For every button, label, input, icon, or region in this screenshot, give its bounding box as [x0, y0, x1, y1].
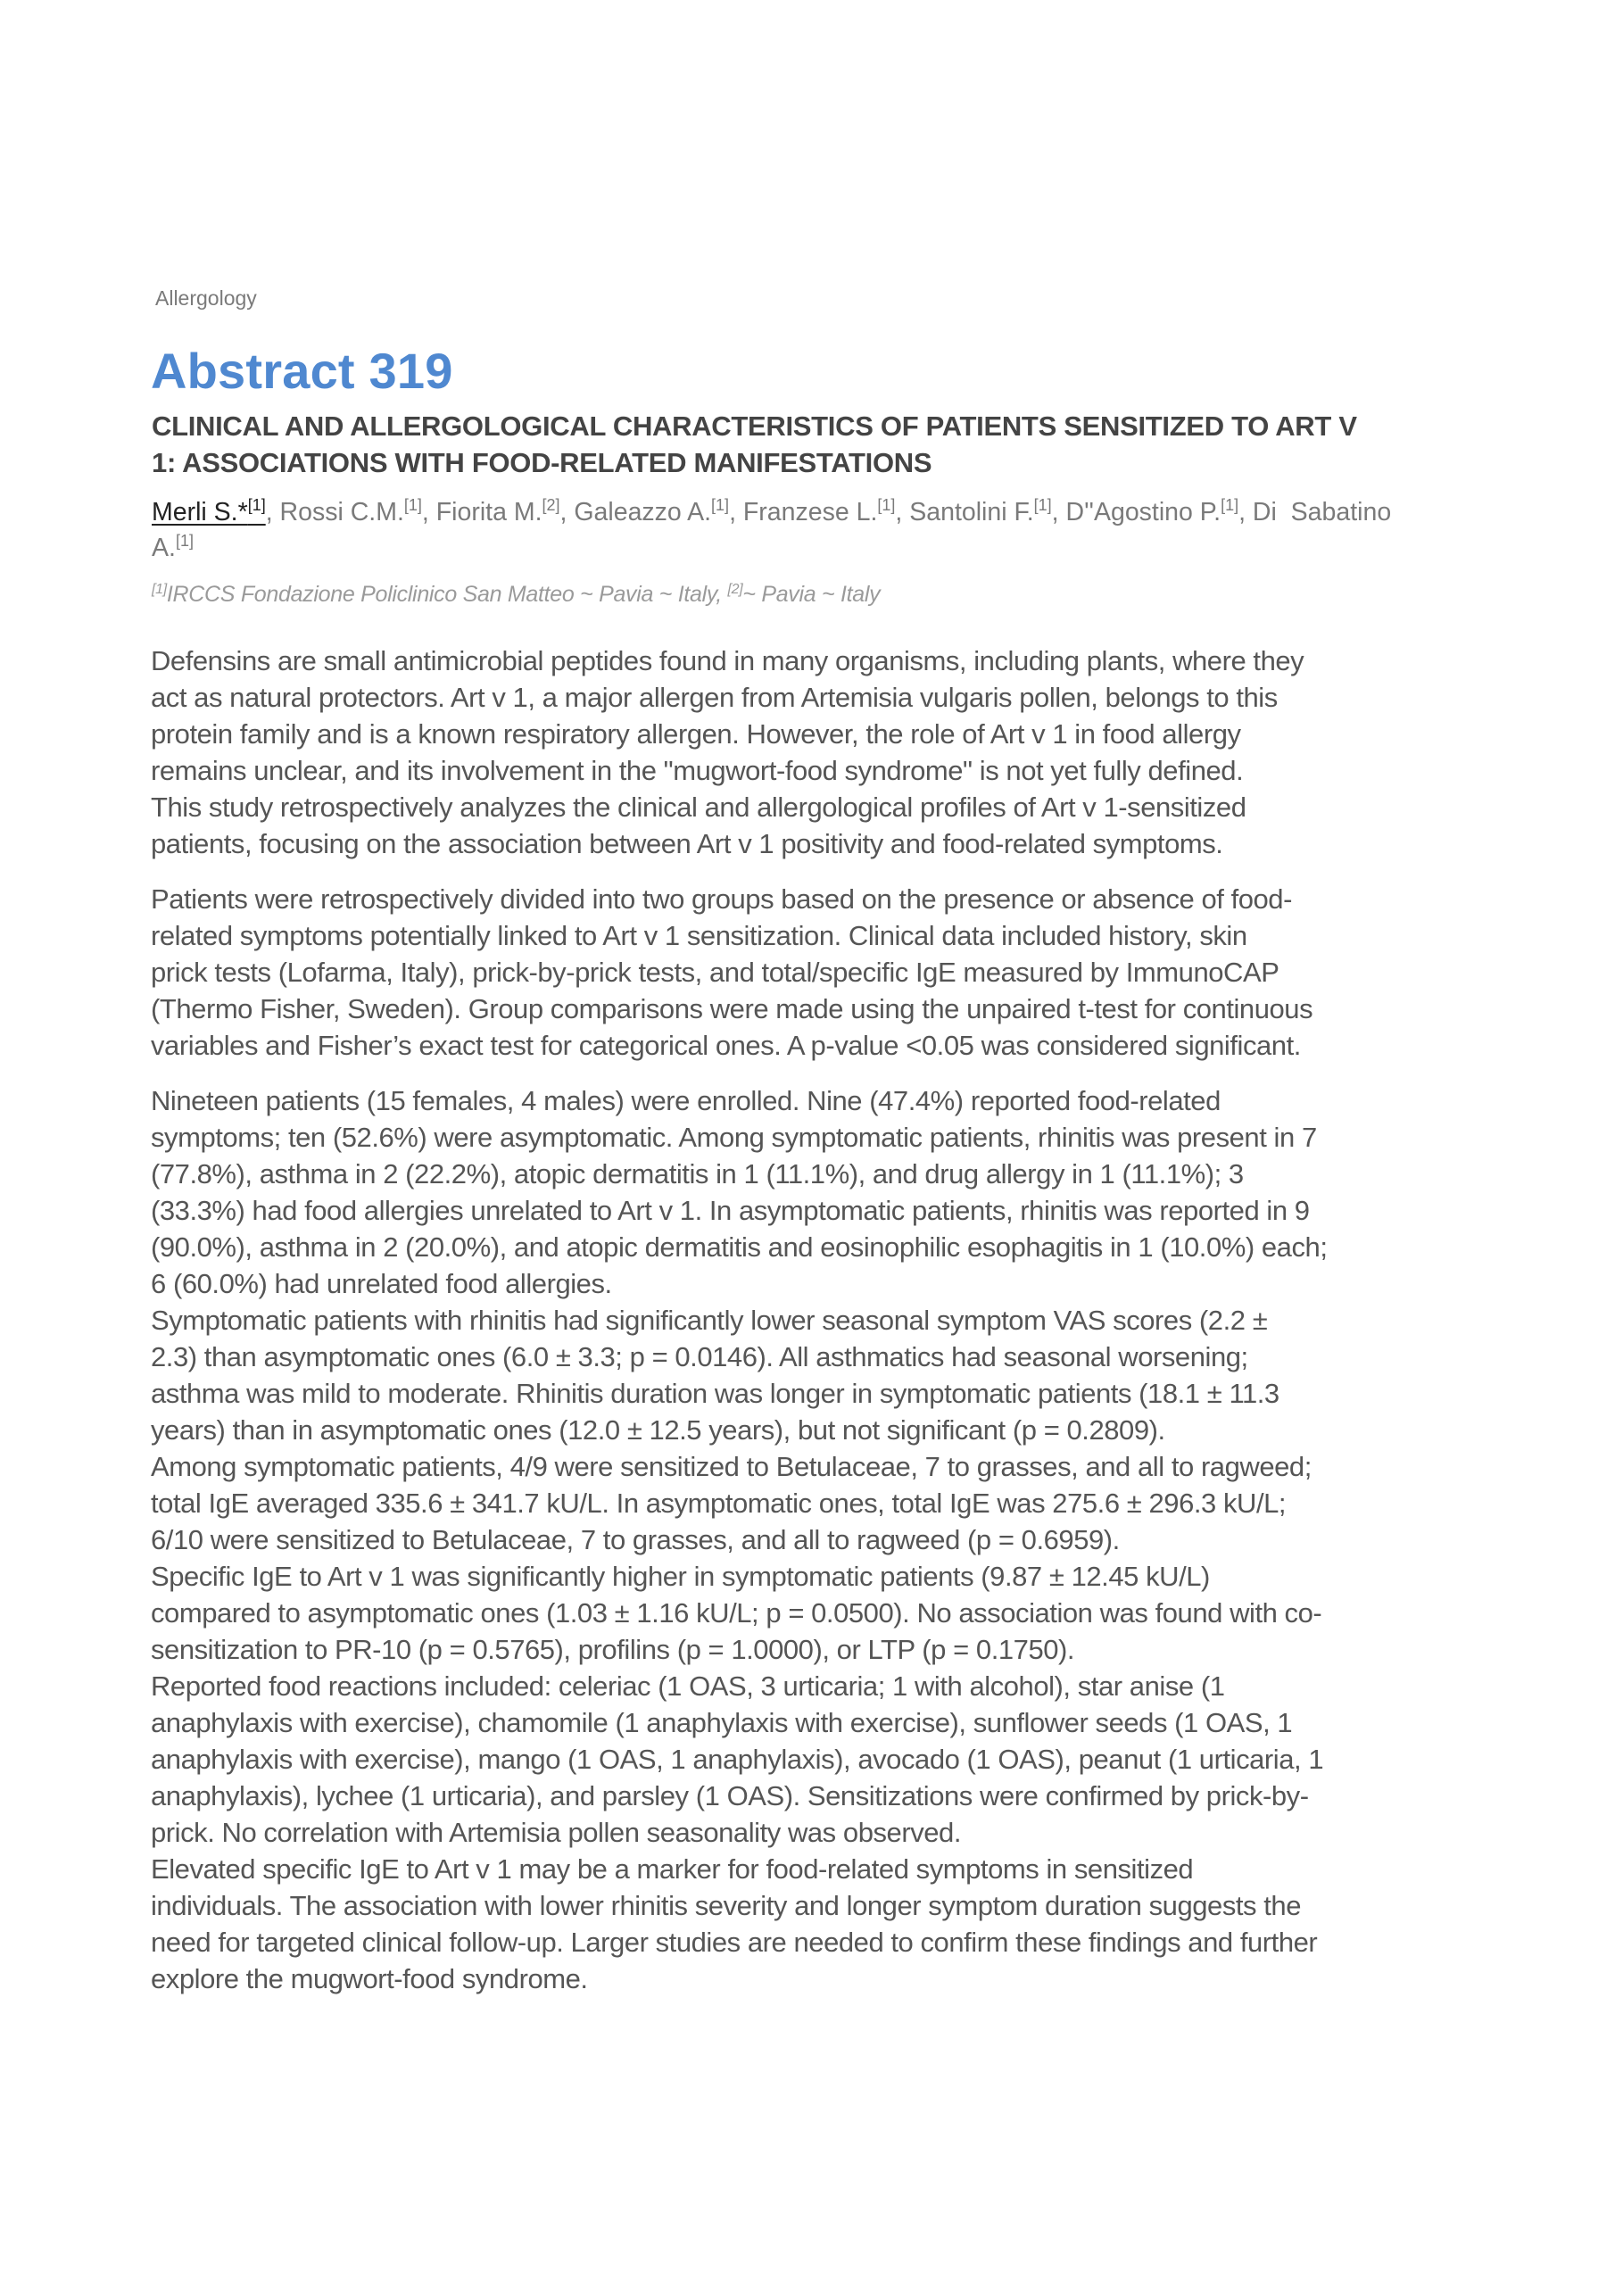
author [266, 498, 422, 526]
author-name: , Fiorita M. [421, 498, 542, 526]
text-line: 2.3) than asymptomatic ones (6.0 ± 3.3; p = 0.0146). All asthmatics had seasonal worsening; [151, 1341, 1248, 1372]
text-line: (33.3%) had food allergies unrelated to Art v 1. In asymptomatic patients, rhinitis was reported in 9 [151, 1195, 1310, 1226]
author [422, 498, 560, 526]
author-name: , D''Agostino P. [1051, 498, 1221, 526]
text-line: act as natural protectors. Art v 1, a major allergen from Artemisia vulgaris pollen, belongs to this [151, 682, 1278, 713]
text-line: Specific IgE to Art v 1 was significantly higher in symptomatic patients (9.87 ± 12.45 kU/L) [151, 1561, 1210, 1592]
text-line: remains unclear, and its involvement in the "mugwort-food syndrome" is not yet fully defined. [151, 755, 1244, 786]
text-line: years) than in asymptomatic ones (12.0 ± 12.5 years), but not significant (p = 0.2809). [151, 1414, 1165, 1446]
author-name: , Galeazzo A. [559, 498, 712, 526]
author [1052, 498, 1238, 526]
affiliation-text: IRCCS Fondazione Policlinico San Matteo ~ Pavia ~ Italy, [166, 582, 728, 607]
affiliation-mark: [1] [403, 496, 422, 514]
category-label: Allergology [155, 286, 257, 310]
affiliation-mark: [1] [175, 532, 194, 550]
text-line: related symptoms potentially linked to Art v 1 sensitization. Clinical data included history, skin [151, 920, 1247, 951]
abstract-title [152, 408, 1490, 481]
text-line: compared to asymptomatic ones (1.03 ± 1.16 kU/L; p = 0.0500). No association was found with co- [151, 1597, 1322, 1629]
text-line: Patients were retrospectively divided into two groups based on the presence or absence of food- [151, 883, 1292, 915]
author [895, 498, 1051, 526]
author [1238, 498, 1391, 526]
title-line: 1: ASSOCIATIONS WITH FOOD-RELATED MANIFESTATIONS [152, 447, 932, 478]
text-line: Nineteen patients (15 females, 4 males) were enrolled. Nine (47.4%) reported food-related [151, 1085, 1221, 1116]
text-line: anaphylaxis with exercise), chamomile (1 anaphylaxis with exercise), sunflower seeds (1 OAS, 1 [151, 1707, 1293, 1738]
text-line: need for targeted clinical follow-up. Larger studies are needed to confirm these findings and further [151, 1927, 1318, 1958]
text-line: (77.8%), asthma in 2 (22.2%), atopic dermatitis in 1 (11.1%), and drug allergy in 1 (11.1%); 3 [151, 1158, 1244, 1189]
affiliation-mark: [1] [1221, 496, 1239, 514]
text-line: explore the mugwort-food syndrome. [151, 1963, 588, 1994]
text-line: (Thermo Fisher, Sweden). Group comparisons were made using the unpaired t-test for continuous [151, 993, 1313, 1024]
text-line: Defensins are small antimicrobial peptides found in many organisms, including plants, where they [151, 645, 1304, 676]
author [560, 498, 730, 526]
affiliation-mark: [1] [1033, 496, 1052, 514]
author-name: A. [152, 534, 176, 562]
text-line: Symptomatic patients with rhinitis had significantly lower seasonal symptom VAS scores (2.2 ± [151, 1305, 1268, 1336]
author-name: , Franzese L. [729, 498, 878, 526]
text-line: 6 (60.0%) had unrelated food allergies. [151, 1268, 612, 1299]
text-line: asthma was mild to moderate. Rhinitis duration was longer in symptomatic patients (18.1 ± 11.3 [151, 1378, 1279, 1409]
text-line: individuals. The association with lower rhinitis severity and longer symptom duration suggests the [151, 1890, 1301, 1921]
text-line: Among symptomatic patients, 4/9 were sensitized to Betulaceae, 7 to grasses, and all to ragweed; [151, 1451, 1312, 1482]
author-line [152, 532, 1508, 568]
text-line: symptoms; ten (52.6%) were asymptomatic. Among symptomatic patients, rhinitis was present in 7 [151, 1122, 1317, 1153]
affiliation-mark: [1] [152, 582, 167, 597]
presenting-author[interactable] [152, 498, 266, 526]
affiliation-mark: [2] [542, 496, 560, 514]
affiliation-mark: [2] [727, 582, 743, 597]
author [729, 498, 895, 526]
presenting-author-name: Merli S.* [152, 498, 248, 526]
paragraph-methods [151, 881, 1543, 1064]
text-line: total IgE averaged 335.6 ± 341.7 kU/L. In asymptomatic ones, total IgE was 275.6 ± 296.3 kU/L; [151, 1488, 1287, 1519]
author-name: , Rossi C.M. [265, 498, 404, 526]
affiliation-text: ~ Pavia ~ Italy [742, 582, 881, 607]
text-line: anaphylaxis), lychee (1 urticaria), and parsley (1 OAS). Sensitizations were confirmed by prick-by- [151, 1780, 1309, 1811]
text-line: prick tests (Lofarma, Italy), prick-by-prick tests, and total/specific IgE measured by ImmunoCAP [151, 957, 1279, 988]
author-list [152, 496, 1508, 568]
abstract-number-heading: Abstract 319 [151, 343, 453, 399]
affiliation-mark: [1] [877, 496, 896, 514]
author-name: , Di Sabatino [1238, 498, 1392, 526]
text-line: Reported food reactions included: celeriac (1 OAS, 3 urticaria; 1 with alcohol), star anise (1 [151, 1670, 1225, 1702]
text-line: This study retrospectively analyzes the clinical and allergological profiles of Art v 1-sensitized [151, 792, 1246, 823]
abstract-body [151, 642, 1543, 2016]
text-line: protein family and is a known respiratory allergen. However, the role of Art v 1 in food allergy [151, 718, 1241, 750]
paragraph-results-conclusion [151, 1082, 1543, 1997]
text-line: anaphylaxis with exercise), mango (1 OAS, 1 anaphylaxis), avocado (1 OAS), peanut (1 urticaria, 1 [151, 1744, 1324, 1775]
title-line: CLINICAL AND ALLERGOLOGICAL CHARACTERISTICS OF PATIENTS SENSITIZED TO ART V [152, 410, 1357, 442]
affiliation-mark: [1] [711, 496, 730, 514]
text-line: patients, focusing on the association between Art v 1 positivity and food-related symptoms. [151, 828, 1223, 859]
text-line: 6/10 were sensitized to Betulaceae, 7 to grasses, and all to ragweed (p = 0.6959). [151, 1524, 1120, 1555]
affiliations [152, 581, 880, 611]
paragraph-introduction [151, 642, 1543, 862]
text-line: (90.0%), asthma in 2 (20.0%), and atopic dermatitis and eosinophilic esophagitis in 1 (10.0%) each; [151, 1231, 1328, 1263]
text-line: sensitization to PR-10 (p = 0.5765), profilins (p = 1.0000), or LTP (p = 0.1750). [151, 1634, 1075, 1665]
affiliation-mark: [1] [247, 496, 266, 514]
text-line: prick. No correlation with Artemisia pollen seasonality was observed. [151, 1817, 961, 1848]
author-name: , Santolini F. [895, 498, 1034, 526]
author-line [152, 496, 1508, 532]
text-line: variables and Fisher’s exact test for categorical ones. A p-value <0.05 was considered significant. [151, 1030, 1301, 1061]
author [152, 534, 194, 562]
text-line: Elevated specific IgE to Art v 1 may be a marker for food-related symptoms in sensitized [151, 1853, 1194, 1885]
